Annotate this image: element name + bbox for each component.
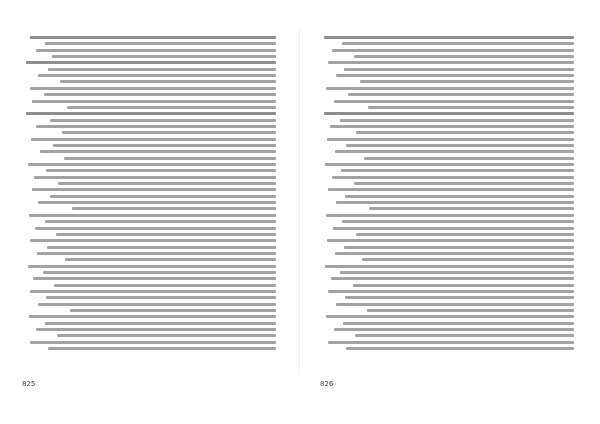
text-line	[70, 309, 276, 312]
text-line	[33, 277, 276, 280]
text-line	[342, 42, 574, 45]
text-line	[328, 61, 574, 64]
text-line	[29, 315, 276, 318]
text-line	[28, 163, 276, 166]
text-line	[72, 207, 276, 210]
left-page-text	[22, 36, 276, 366]
text-line	[67, 106, 276, 109]
text-line	[334, 328, 574, 331]
text-line	[36, 125, 276, 128]
text-line	[368, 106, 574, 109]
page-number-right: 826	[320, 380, 334, 388]
text-line	[38, 74, 276, 77]
text-line	[367, 309, 574, 312]
text-line	[58, 182, 276, 185]
text-line	[30, 341, 276, 344]
text-line	[325, 163, 574, 166]
text-line	[355, 334, 574, 337]
text-line	[354, 182, 574, 185]
text-line	[345, 195, 574, 198]
text-line	[50, 119, 276, 122]
text-line	[50, 195, 276, 198]
text-line	[26, 112, 276, 115]
text-line	[32, 188, 276, 191]
text-line	[341, 169, 574, 172]
text-line	[346, 144, 574, 147]
text-line	[38, 303, 276, 306]
spine-gutter	[299, 30, 300, 375]
text-line	[348, 93, 574, 96]
text-line	[62, 131, 276, 134]
text-line	[38, 201, 276, 204]
text-line	[336, 201, 574, 204]
text-line	[335, 150, 574, 153]
text-line	[54, 284, 276, 287]
text-line	[64, 157, 276, 160]
text-line	[356, 131, 574, 134]
text-line	[37, 252, 276, 255]
text-line	[346, 347, 574, 350]
text-line	[45, 220, 276, 223]
text-line	[326, 214, 574, 217]
text-line	[360, 80, 574, 83]
text-line	[330, 125, 574, 128]
text-line	[332, 49, 574, 52]
text-line	[56, 233, 276, 236]
text-line	[32, 100, 276, 103]
text-line	[28, 265, 276, 268]
text-line	[327, 239, 574, 242]
text-line	[324, 36, 574, 39]
text-line	[334, 100, 574, 103]
text-line	[52, 55, 276, 58]
text-line	[336, 74, 574, 77]
text-line	[356, 233, 574, 236]
text-line	[324, 112, 574, 115]
text-line	[43, 271, 276, 274]
text-line	[369, 207, 574, 210]
text-line	[342, 220, 574, 223]
text-line	[345, 296, 574, 299]
text-line	[325, 265, 574, 268]
text-line	[326, 315, 574, 318]
text-line	[36, 328, 276, 331]
text-line	[26, 61, 276, 64]
text-line	[65, 258, 276, 261]
right-page-text	[320, 36, 574, 366]
text-line	[31, 138, 276, 141]
text-line	[48, 68, 276, 71]
text-line	[340, 119, 574, 122]
text-line	[60, 80, 276, 83]
text-line	[327, 138, 574, 141]
text-line	[46, 169, 276, 172]
text-line	[57, 334, 276, 337]
text-line	[326, 87, 574, 90]
text-line	[30, 290, 276, 293]
text-line	[30, 87, 276, 90]
text-line	[30, 36, 276, 39]
text-line	[343, 322, 574, 325]
text-line	[45, 322, 276, 325]
text-line	[30, 239, 276, 242]
text-line	[29, 214, 276, 217]
text-line	[44, 93, 276, 96]
text-line	[340, 271, 574, 274]
text-line	[353, 284, 574, 287]
text-line	[328, 341, 574, 344]
text-line	[336, 303, 574, 306]
text-line	[362, 258, 574, 261]
text-line	[48, 347, 276, 350]
text-line	[364, 157, 574, 160]
text-line	[333, 227, 574, 230]
text-line	[344, 246, 574, 249]
text-line	[35, 227, 276, 230]
text-line	[328, 290, 574, 293]
text-line	[332, 176, 574, 179]
text-line	[46, 296, 276, 299]
text-line	[34, 176, 276, 179]
text-line	[331, 277, 574, 280]
page-number-left: 825	[22, 380, 36, 388]
text-line	[45, 42, 276, 45]
text-line	[335, 252, 574, 255]
text-line	[36, 49, 276, 52]
text-line	[328, 188, 574, 191]
text-line	[354, 55, 574, 58]
text-line	[40, 150, 276, 153]
text-line	[53, 144, 276, 147]
text-line	[344, 68, 574, 71]
text-line	[47, 246, 276, 249]
